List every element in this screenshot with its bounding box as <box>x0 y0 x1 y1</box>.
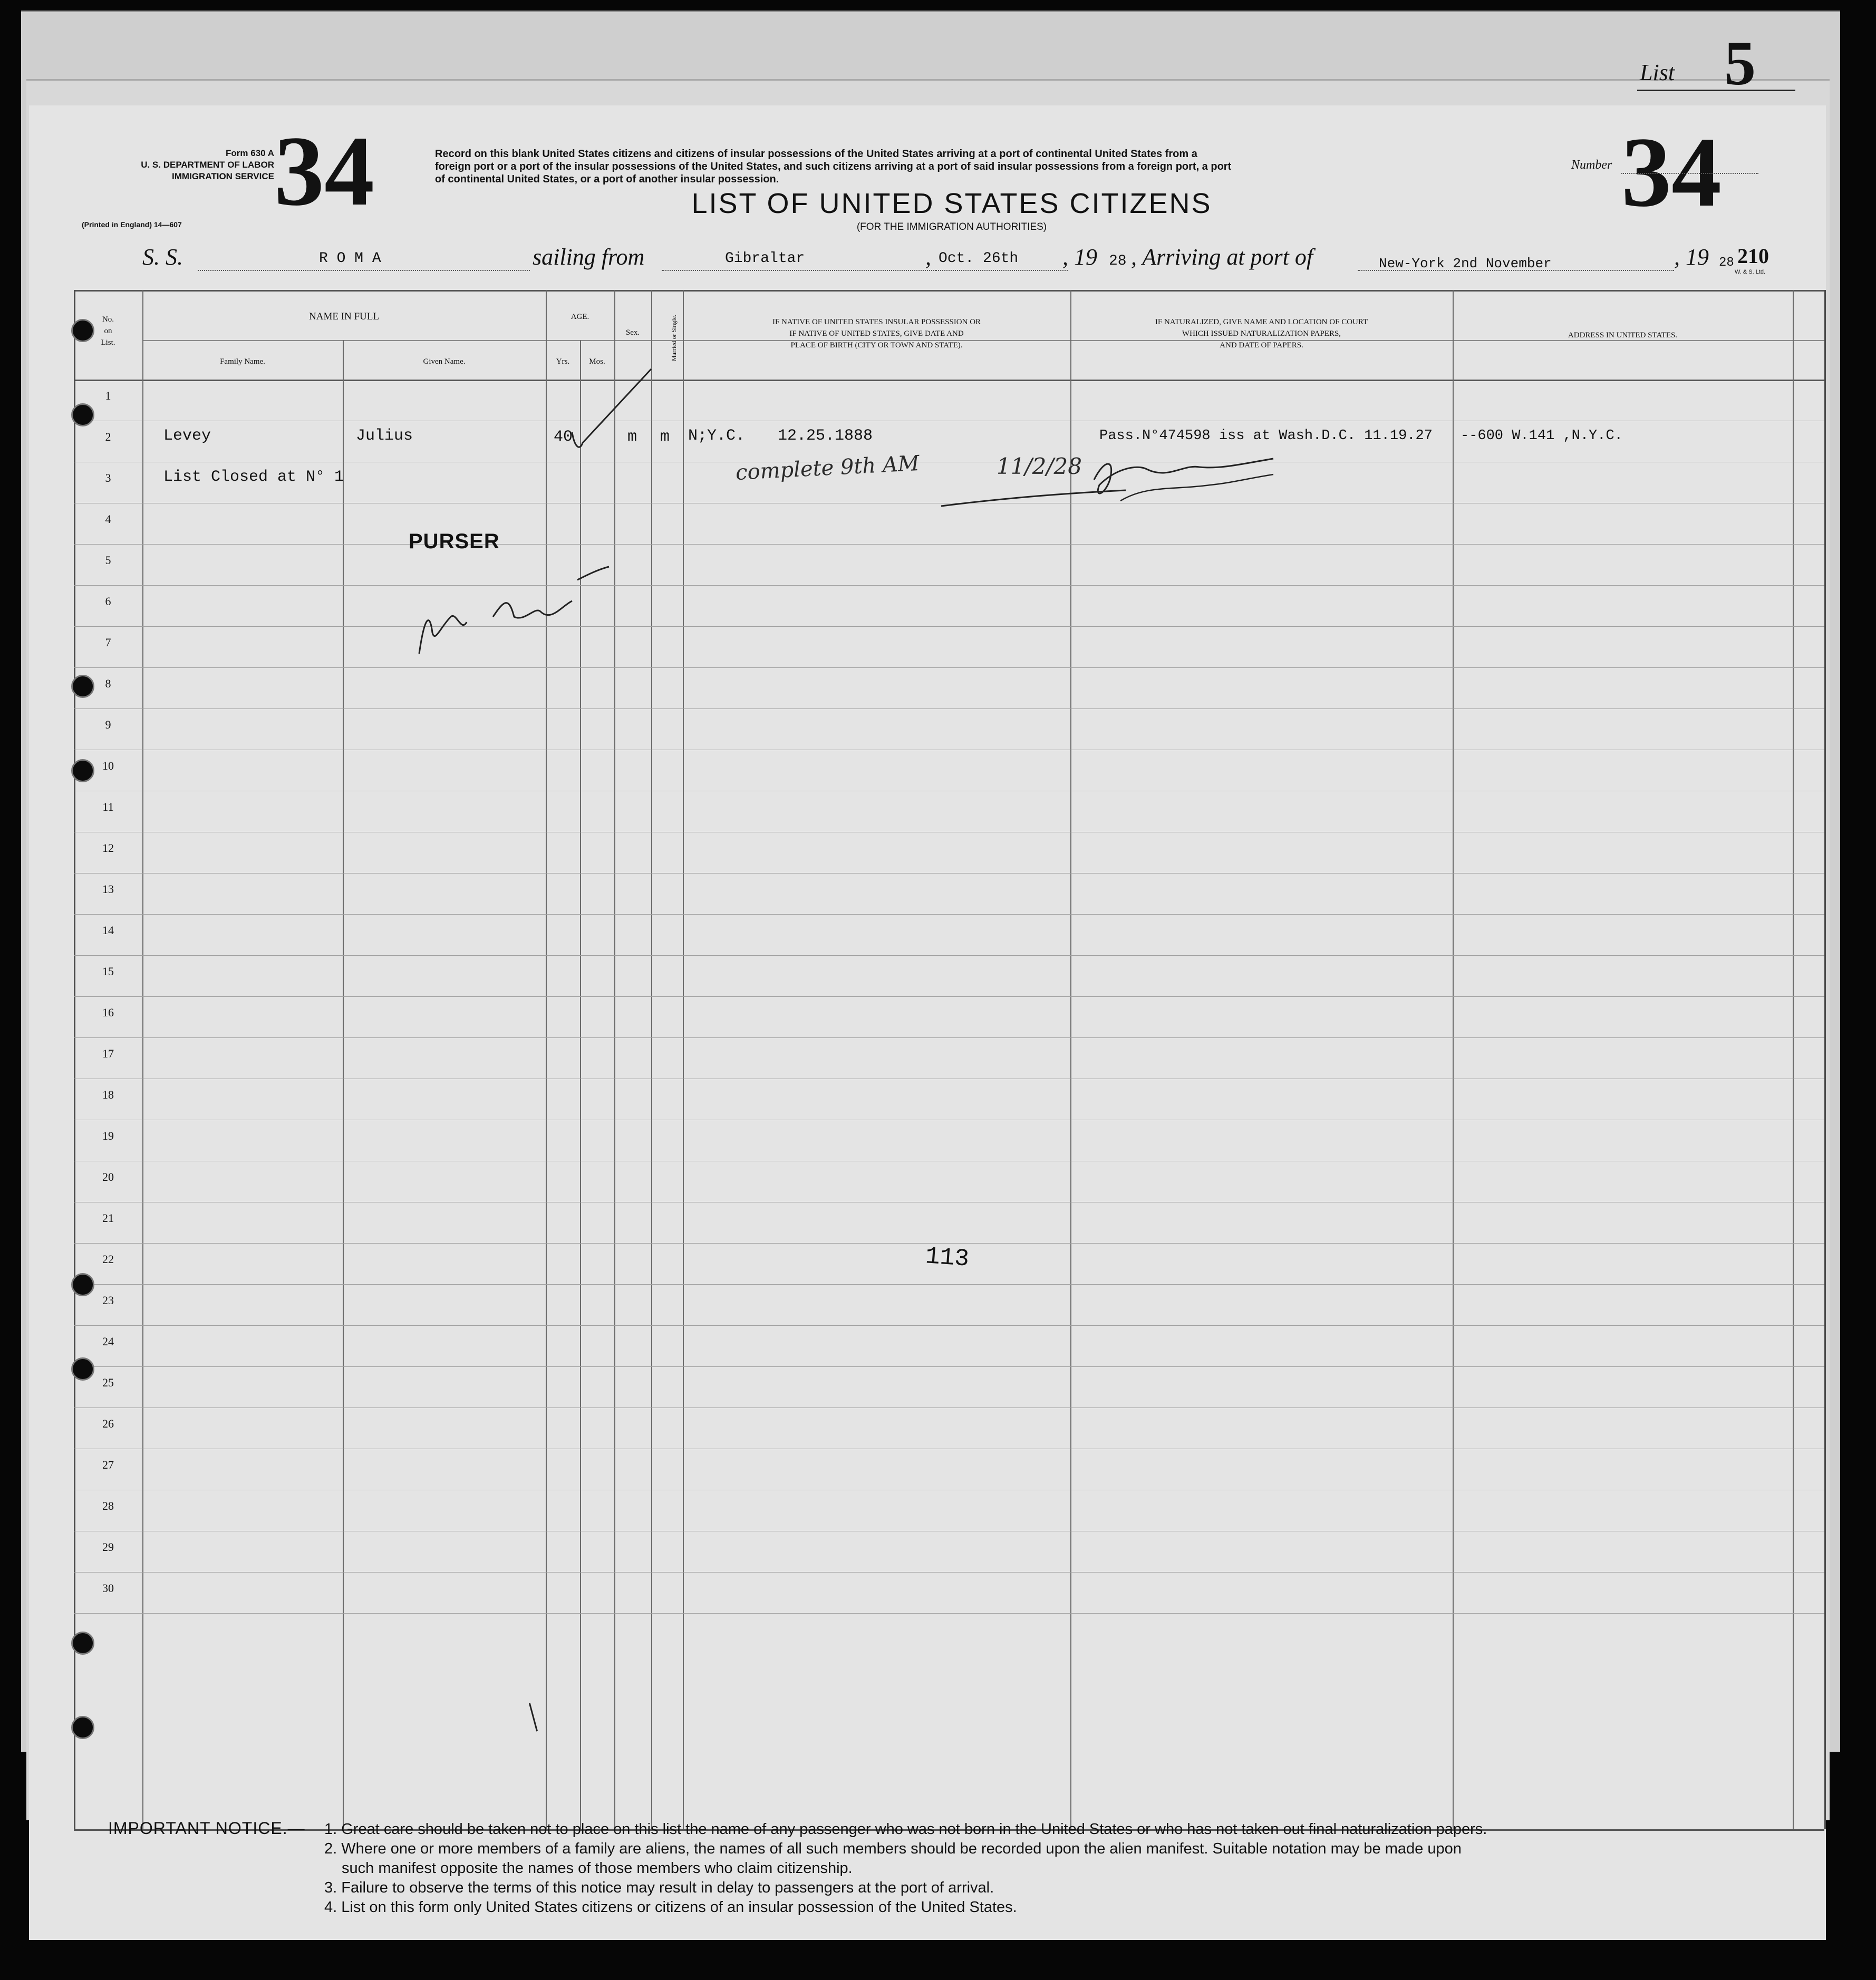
col-divider <box>142 290 143 1829</box>
purser-signature <box>388 554 641 669</box>
printer-note: (Printed in England) 14—607 <box>82 220 182 229</box>
row-rule <box>74 1613 1824 1614</box>
row-number: 9 <box>105 718 111 731</box>
row1-sex: m <box>627 428 637 446</box>
page-subtitle: (FOR THE IMMIGRATION AUTHORITIES) <box>856 221 1047 232</box>
stamp-number: 210 <box>1737 244 1769 268</box>
col-header-married: Married or Single. <box>670 314 678 362</box>
notice-text: Failure to observe the terms of this notice may result in delay to passengers at the port of arrival. <box>341 1879 994 1896</box>
binder-hole <box>71 403 94 426</box>
department: U. S. DEPARTMENT OF LABOR <box>141 160 274 170</box>
row-number: 7 <box>105 636 111 649</box>
row-number: 24 <box>102 1335 114 1348</box>
row-rule <box>74 1325 1824 1326</box>
manifest-page <box>29 105 1826 1940</box>
table-top-border <box>74 290 1824 292</box>
record-instructions <box>435 148 1490 186</box>
date-comma: , <box>925 244 931 270</box>
ship-name: R O M A <box>319 250 381 267</box>
binder-hole <box>71 759 94 782</box>
row-number: 4 <box>105 512 111 526</box>
purser-stamp: PURSER <box>409 530 500 553</box>
from-port: Gibraltar <box>725 250 805 267</box>
row1-address: --600 W.141 ,N.Y.C. <box>1461 428 1623 444</box>
row-number: 20 <box>102 1170 114 1183</box>
year-prefix-digits: 19 <box>1074 244 1097 270</box>
notice-item-1 <box>324 1820 1487 1838</box>
notice-item-3 <box>324 1879 994 1897</box>
binder-hole <box>71 1357 94 1381</box>
col-divider <box>683 290 684 1829</box>
row-number: 22 <box>102 1253 114 1266</box>
row-rule <box>74 1243 1824 1244</box>
row-number: 16 <box>102 1006 114 1019</box>
form-header <box>134 148 274 182</box>
row2-list-closed: List Closed at N° 1 <box>163 468 344 486</box>
notice-text: List on this form only United States citizens or citizens of an insular possession of the United States. <box>341 1899 1017 1916</box>
row1-birth-date: 12.25.1888 <box>778 427 873 445</box>
col-header-age: AGE. <box>570 313 589 321</box>
row-number: 2 <box>105 430 111 443</box>
col-divider <box>546 290 547 1829</box>
row-rule <box>74 1284 1824 1285</box>
check-mark <box>562 358 667 474</box>
page-number-stamp: 113 <box>924 1243 970 1273</box>
row1-naturalization: Pass.N°474598 iss at Wash.D.C. 11.19.27 <box>1099 428 1433 444</box>
arrival-line <box>1358 270 1674 271</box>
col-header-yrs: Yrs. <box>556 357 570 366</box>
instruction-line: foreign port or a port of the insular possessions of the United States, and such citizens arriving at a port of said insular possessions from a foreign port, a port <box>435 161 1232 172</box>
row-number: 10 <box>102 759 114 772</box>
number-label: Number <box>1571 158 1612 172</box>
col-header-family-name: Family Name. <box>220 357 265 366</box>
notice-num: 2. <box>324 1840 337 1857</box>
arrival-year-prefix: , 19 <box>1674 244 1709 270</box>
row-number: 15 <box>102 965 114 978</box>
arriving-label: , Arriving at port of <box>1131 244 1313 270</box>
row-number: 23 <box>102 1294 114 1307</box>
row-number: 6 <box>105 595 111 608</box>
ss-label: S. S. <box>142 244 183 270</box>
col-divider <box>1453 290 1454 1829</box>
list-tab-label: List <box>1640 60 1675 85</box>
row-rule <box>74 667 1824 668</box>
col-divider <box>343 340 344 1829</box>
row-rule <box>74 626 1824 627</box>
row-number: 21 <box>102 1211 114 1225</box>
instruction-line: Record on this blank United States citizens and citizens of insular possessions of the United States arriving at a port of continental United States from a <box>435 148 1197 160</box>
sailing-date: Oct. 26th <box>939 250 1019 267</box>
arrival-port: New-York 2nd November <box>1379 256 1552 271</box>
col-header-naturalized <box>1070 316 1453 351</box>
col-divider <box>1793 290 1794 1829</box>
col-header-given-name: Given Name. <box>423 357 466 366</box>
row-number: 25 <box>102 1376 114 1389</box>
row1-given-name: Julius <box>356 427 413 445</box>
row-rule <box>74 1366 1824 1367</box>
row-number: 12 <box>102 841 114 855</box>
arriving-text: Arriving at port of <box>1142 244 1313 270</box>
notice-num: 1. <box>324 1821 337 1838</box>
col-no-line: on <box>104 327 112 335</box>
instruction-line: of continental United States, or a port of another insular possession. <box>435 173 779 185</box>
naturalized-header-line: WHICH ISSUED NATURALIZATION PAPERS, <box>1182 329 1341 338</box>
list-tab-underline <box>1637 90 1795 91</box>
from-port-line <box>662 270 936 271</box>
page-title: LIST OF UNITED STATES CITIZENS <box>691 188 1212 219</box>
row-number: 11 <box>102 800 114 813</box>
birth-header-line: PLACE OF BIRTH (CITY OR TOWN AND STATE). <box>790 341 963 350</box>
notice-text: Where one or more members of a family are aliens, the names of all such members should be recorded upon the alien manifest. Suitable notation may be made upon <box>341 1840 1462 1857</box>
sheet-number: 34 <box>274 116 374 227</box>
col-no-line: No. <box>102 315 114 324</box>
binder-hole <box>71 1632 94 1655</box>
service: IMMIGRATION SERVICE <box>172 171 274 181</box>
row-rule <box>74 708 1824 709</box>
row1-age: 40 <box>554 428 573 446</box>
row-number: 18 <box>102 1088 114 1101</box>
header-bottom-border <box>74 380 1824 381</box>
col-header-mos: Mos. <box>589 357 605 366</box>
form-number: Form 630 A <box>226 148 274 158</box>
col-divider <box>614 290 615 1829</box>
row-number: 28 <box>102 1499 114 1512</box>
col-divider <box>1070 290 1071 1829</box>
row-number: 17 <box>102 1047 114 1060</box>
row-number: 26 <box>102 1417 114 1430</box>
row-number: 3 <box>105 471 111 484</box>
binder-hole <box>71 1273 94 1296</box>
row-rule <box>74 544 1824 545</box>
binder-hole <box>71 319 94 342</box>
sailing-label: sailing from <box>533 244 645 270</box>
col-header-sex: Sex. <box>625 328 640 337</box>
row-number: 29 <box>102 1540 114 1554</box>
notice-num: 4. <box>324 1899 337 1916</box>
binder-hole <box>71 1716 94 1739</box>
row-rule <box>74 585 1824 586</box>
arrival-year-digits: 19 <box>1686 244 1709 270</box>
sailing-year: 28 <box>1109 253 1127 269</box>
notice-item-4 <box>324 1898 1017 1916</box>
row-rule <box>74 996 1824 997</box>
col-header-name-in-full: NAME IN FULL <box>309 311 379 322</box>
row-number: 30 <box>102 1581 114 1595</box>
number-value: 34 <box>1621 117 1722 228</box>
col-divider <box>651 290 652 1829</box>
year-prefix: , 19 <box>1062 244 1097 270</box>
table-right-border <box>1824 290 1826 1829</box>
row-number: 1 <box>105 389 111 402</box>
row-number: 19 <box>102 1129 114 1142</box>
row-number: 13 <box>102 882 114 896</box>
birth-header-line: IF NATIVE OF UNITED STATES INSULAR POSSESSION OR <box>772 318 981 326</box>
row-rule <box>74 1572 1824 1573</box>
notice-item-2-cont: such manifest opposite the names of those members who claim citizenship. <box>342 1860 853 1877</box>
row-number: 5 <box>105 554 111 567</box>
notice-item-2 <box>324 1840 1462 1858</box>
arrival-year: 28 <box>1719 256 1734 270</box>
row-rule <box>74 914 1824 915</box>
binder-hole <box>71 675 94 698</box>
notice-num: 3. <box>324 1879 337 1896</box>
col-header-birth <box>683 316 1070 351</box>
date-line <box>936 270 1068 271</box>
col-no-line: List. <box>101 338 115 347</box>
ship-line <box>198 270 530 271</box>
row-number: 14 <box>102 924 114 937</box>
row-rule <box>74 955 1824 956</box>
number-line <box>1621 173 1758 174</box>
printer-mark: W. & S. Ltd. <box>1735 269 1766 275</box>
row1-family-name: Levey <box>163 427 211 445</box>
col-header-address: ADDRESS IN UNITED STATES. <box>1568 331 1678 339</box>
important-notice-label: IMPORTANT NOTICE.— <box>108 1819 305 1838</box>
completion-date: 11/2/28 <box>997 453 1082 479</box>
list-tab-number: 5 <box>1724 28 1756 98</box>
row-number: 27 <box>102 1458 114 1471</box>
naturalized-header-line: AND DATE OF PAPERS. <box>1220 341 1303 350</box>
birth-header-line: IF NATIVE OF UNITED STATES, GIVE DATE AND <box>789 329 964 338</box>
completion-note: complete 9th AM <box>735 451 920 486</box>
notice-text: Great care should be taken not to place on this list the name of any passenger who was not born in the United States or who has not taken out final naturalization papers. <box>341 1821 1487 1838</box>
row1-birth-place: N;Y.C. <box>688 427 746 445</box>
naturalized-header-line: IF NATURALIZED, GIVE NAME AND LOCATION OF COURT <box>1155 318 1368 326</box>
stray-pen-mark <box>529 1703 538 1732</box>
row-rule <box>74 1037 1824 1038</box>
row1-married: m <box>660 428 670 446</box>
table-left-border <box>74 290 75 1829</box>
inspector-signature <box>936 448 1316 517</box>
row-number: 8 <box>105 677 111 690</box>
